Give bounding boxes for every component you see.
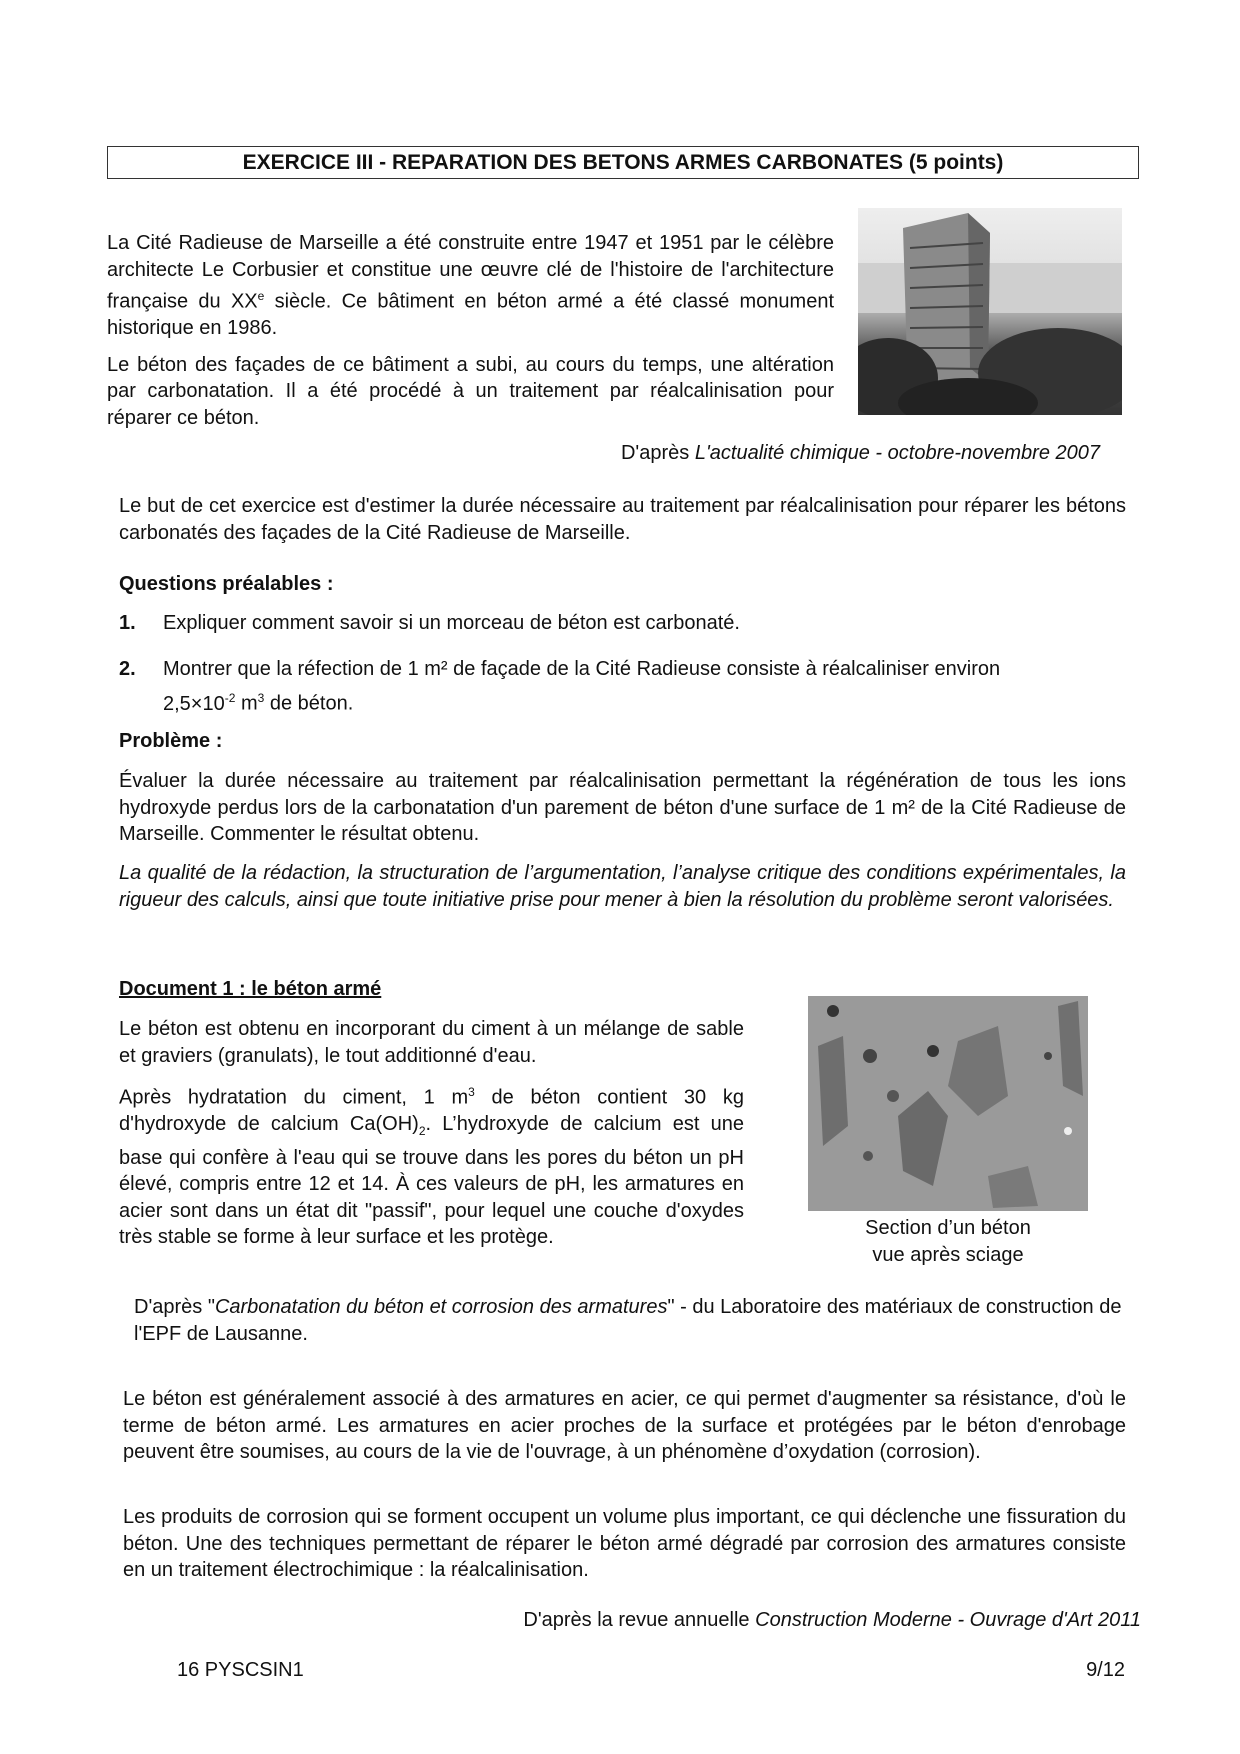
body-source — [523, 1609, 1141, 1632]
doc1-text: Après hydratation du ciment, 1 m — [119, 1086, 469, 1109]
question-text: Expliquer comment savoir si un morceau de béton est carbonaté. — [163, 612, 740, 634]
doc1-text: de béton contient 30 kg d'hydroxyde de calcium Ca(OH) — [119, 1086, 744, 1136]
cite-radieuse-photo — [858, 208, 1122, 415]
caption-line: vue après sciage — [872, 1244, 1024, 1266]
question-number: 2. — [119, 658, 136, 680]
question-2 — [119, 655, 1126, 719]
source-suffix: " - du Laboratoire des matériaux de construction de l'EPF de Lausanne. — [134, 1296, 1122, 1345]
question-number: 1. — [119, 612, 136, 634]
questions-heading: Questions préalables : — [119, 573, 334, 595]
concrete-caption — [808, 1215, 1088, 1269]
doc1-paragraph-2 — [119, 1079, 744, 1251]
problem-heading: Problème : — [119, 730, 223, 752]
doc1-paragraph-1: Le béton est obtenu en incorporant du ciment à un mélange de sable et graviers (granulats), le tout additionné d'eau. — [119, 1018, 744, 1067]
source-title: Carbonatation du béton et corrosion des armatures — [214, 1296, 668, 1318]
document-1-text — [119, 1016, 744, 1251]
subscript: 2 — [418, 1124, 426, 1139]
superscript: e — [257, 289, 265, 303]
caption-line: Section d’un béton — [865, 1217, 1031, 1239]
concrete-section-photo — [808, 996, 1088, 1211]
source-prefix: D'après la revue annuelle — [523, 1609, 756, 1631]
building-illustration — [858, 208, 1122, 415]
question-text: Montrer que la réfection de 1 m² de façade de la Cité Radieuse consiste à réalcaliniser environ — [163, 658, 1001, 680]
intro-text: La Cité Radieuse de Marseille a été construite entre 1947 et 1951 par le célèbre architecte Le Corbusier et constitue une œuvre clé de l'histoire de l'architecture française du XX — [107, 232, 834, 313]
question-text: 2,5×10 — [163, 692, 225, 715]
intro-text: siècle. Ce bâtiment en béton armé a été classé monument historique en 1986. — [107, 290, 835, 340]
intro-paragraph-2: Le béton des façades de ce bâtiment a subi, au cours du temps, une altération par carbonatation. Il a été procédé à un traitement par réalcalinisation pour réparer ce béton. — [107, 353, 834, 429]
document-1-heading: Document 1 : le béton armé — [119, 978, 382, 1000]
document-1-source — [134, 1294, 1134, 1348]
intro-section — [107, 230, 834, 431]
body-paragraph-1: Le béton est généralement associé à des armatures en acier, ce qui permet d'augmenter sa résistance, d'où le terme de béton armé. Les armatures en acier proches de la surface et protégées par le béton d'enrobage peuvent être soumises, au cours de la vie de l'ouvrage, à un phénomène d’oxydation (corrosion). — [123, 1388, 1126, 1463]
body-paragraph-2: Les produits de corrosion qui se forment occupent un volume plus important, ce qui déclenche une fissuration du béton. Une des techniques permettant de réparer le béton armé dégradé par corrosion des armatures consiste en un traitement électrochimique : la réalcalinisation. — [123, 1506, 1126, 1581]
source-prefix: D'après " — [134, 1296, 215, 1318]
superscript: 3 — [468, 1085, 475, 1099]
problem-note: La qualité de la rédaction, la structuration de l’argumentation, l’analyse critique des conditions expérimentales, la rigueur des calculs, ainsi que toute initiative prise pour mener à bien la résolution du problème seront valorisées. — [119, 862, 1126, 911]
source-prefix: D'après — [620, 442, 695, 464]
intro-source — [621, 442, 1100, 465]
problem-text: Évaluer la durée nécessaire au traitement par réalcalinisation permettant la régénération de tous les ions hydroxyde perdus lors de la carbonatation d'un parement de béton d'une surface de 1 m² de la Cité Radieuse de Marseille. Commenter le résultat obtenu. — [119, 770, 1126, 845]
doc1-text: . L’hydroxyde de calcium est une base qui confère à l'eau qui se trouve dans les pores du béton un pH élevé, compris entre 12 et 14. À ces valeurs de pH, les armatures en acier sont dans un état dit "passif", pour lequel une couche d'oxydes très stable se forme à leur surface et les protège. — [119, 1113, 744, 1249]
concrete-texture — [808, 996, 1088, 1211]
question-1 — [119, 612, 1126, 635]
intro-paragraph-1 — [107, 230, 834, 342]
exponent: 3 — [257, 691, 265, 705]
question-text: m — [235, 692, 258, 715]
page-number: 9/12 — [1086, 1659, 1125, 1681]
exercise-title: EXERCICE III - REPARATION DES BETONS ARMES CARBONATES (5 points) — [107, 146, 1139, 179]
source-title: Construction Moderne - Ouvrage d'Art 2011 — [755, 1609, 1141, 1631]
source-title: L'actualité chimique - octobre-novembre 2007 — [694, 442, 1100, 464]
exponent: -2 — [224, 691, 236, 705]
exercise-goal: Le but de cet exercice est d'estimer la durée nécessaire au traitement par réalcalinisation pour réparer les bétons carbonatés des façades de la Cité Radieuse de Marseille. — [119, 495, 1126, 544]
footer-code: 16 PYSCSIN1 — [177, 1659, 304, 1681]
question-text: de béton. — [264, 692, 354, 715]
